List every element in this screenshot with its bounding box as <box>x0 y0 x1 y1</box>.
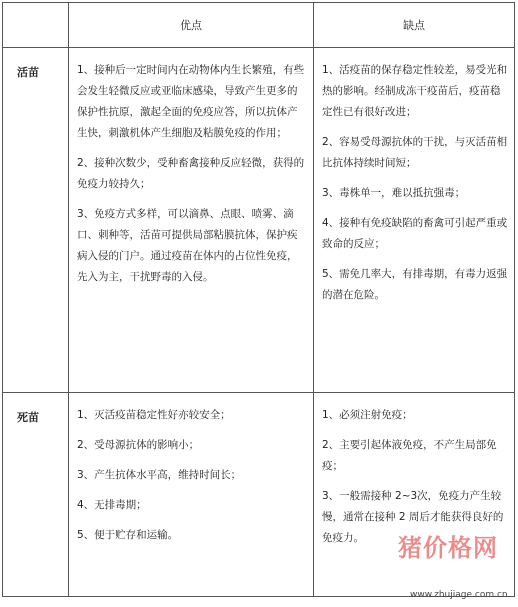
table-row <box>3 48 515 393</box>
header-pros: 优点 <box>69 3 314 48</box>
cons-cell <box>314 48 515 393</box>
list-item: 3、免疫方式多样，可以滴鼻、点眼、喷雾、滴口、刺种等，活苗可提供局部粘膜抗体，保护疾病入侵的门户。通过疫苗在体内的占位性免疫，先入为主，干扰野毒的入侵。 <box>77 208 298 283</box>
row-label-inactivated-vaccine: 死苗 <box>3 393 69 597</box>
list-item: 2、主要引起体液免疫，不产生局部免疫； <box>322 439 497 472</box>
row-label-live-vaccine: 活苗 <box>3 48 69 393</box>
pros-cell <box>69 48 314 393</box>
header-row <box>3 3 515 48</box>
list-item: 5、便于贮存和运输。 <box>77 529 179 541</box>
list-item: 1、接种后一定时间内在动物体内生长繁殖，有些会发生轻微反应或亚临床感染，导致产生更多的保护性抗原，激起全面的免疫应答，所以抗体产生快，刺激机体产生细胞及粘膜免疫的作用； <box>77 64 305 139</box>
header-cons: 缺点 <box>314 3 515 48</box>
watermark-url: www.zhujiage.com.cn <box>410 590 508 600</box>
list-item: 3、一般需接种 2~3次，免疫力产生较慢，通常在接种 2 周后才能获得良好的免疫力。 <box>322 490 504 544</box>
list-item: 2、接种次数少，受种畜禽接种反应轻微，获得的免疫力较持久； <box>77 157 305 190</box>
watermark-text: 猪价格网 <box>398 534 498 562</box>
list-item: 4、接种有免疫缺陷的畜禽可引起严重或致命的反应； <box>322 217 508 250</box>
comparison-table <box>2 2 515 597</box>
header-empty <box>3 3 69 48</box>
list-item: 1、必须注射免疫； <box>322 409 413 421</box>
watermark-logo <box>398 528 514 578</box>
list-item: 3、毒株单一，难以抵抗强毒； <box>322 187 466 199</box>
list-item: 5、需免几率大，有排毒期，有毒力返强的潜在危险。 <box>322 268 508 301</box>
list-item: 4、无排毒期； <box>77 499 147 511</box>
list-item: 1、灭活疫苗稳定性好亦较安全； <box>77 409 231 421</box>
list-item: 1、活疫苗的保存稳定性较差，易受光和热的影响。经制成冻干疫苗后，疫苗稳定性已有很好改进； <box>322 64 508 118</box>
list-item: 3、产生抗体水平高，维持时间长； <box>77 469 242 481</box>
list-item: 2、容易受母源抗体的干扰，与灭活苗相比抗体持续时间短； <box>322 136 508 169</box>
pros-cell <box>69 393 314 597</box>
list-item: 2、受母源抗体的影响小； <box>77 439 200 451</box>
